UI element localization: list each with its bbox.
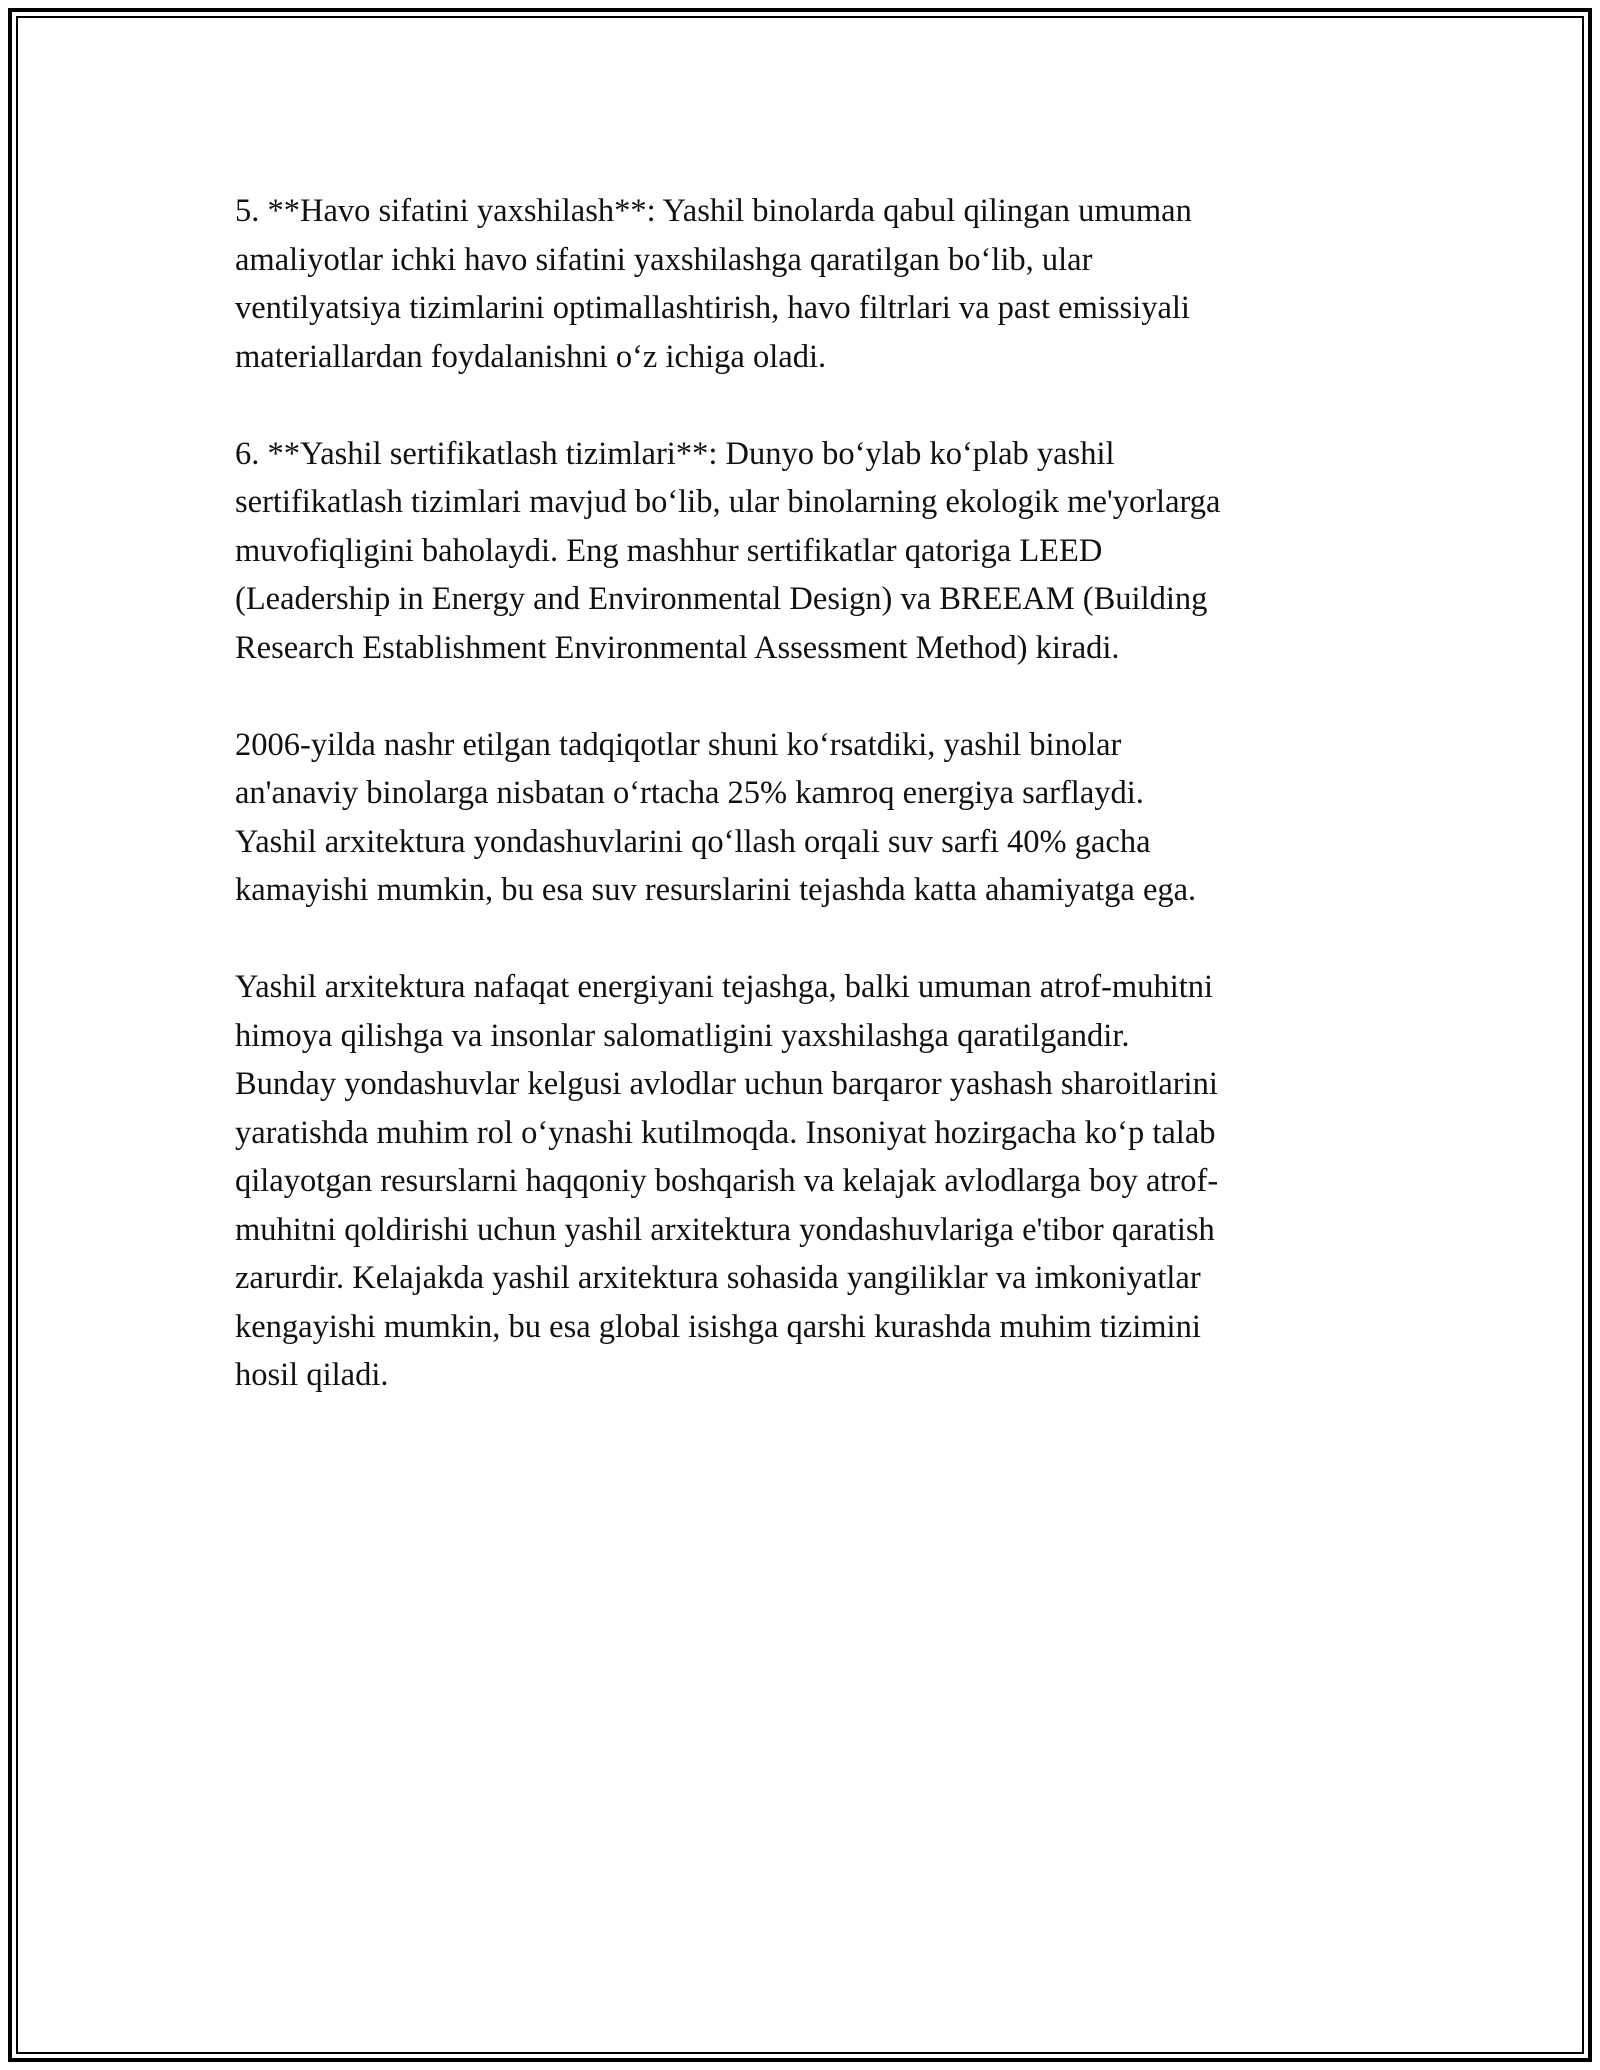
text-line: ventilyatsiya tizimlarini optimallashtirish, havo filtrlari va past emissiyali xyxy=(235,290,1190,326)
text-line: zarurdir. Kelajakda yashil arxitektura sohasida yangiliklar va imkoniyatlar xyxy=(235,1260,1201,1296)
text-line: hosil qiladi. xyxy=(235,1357,389,1393)
text-line: kamayishi mumkin, bu esa suv resurslarini tejashda katta ahamiyatga ega. xyxy=(235,872,1197,908)
text-line: Research Establishment Environmental Assessment Method) kiradi. xyxy=(235,629,1120,666)
text-line: Bunday yondashuvlar kelgusi avlodlar uchun barqaror yashash sharoitlarini xyxy=(235,1066,1218,1102)
text-line: 6. **Yashil sertifikatlash tizimlari**: Dunyo bo‘ylab ko‘plab yashil xyxy=(235,435,1115,472)
text-line: kengayishi mumkin, bu esa global isishga qarshi kurashda muhim tizimini xyxy=(235,1308,1201,1345)
text-line: Yashil arxitektura nafaqat energiyani tejashga, balki umuman atrof-muhitni xyxy=(235,969,1214,1005)
document-body xyxy=(235,187,1370,1448)
text-line: himoya qilishga va insonlar salomatligini yaxshilashga qaratilgandir. xyxy=(235,1017,1130,1054)
text-line: materiallardan foydalanishni o‘z ichiga oladi. xyxy=(235,338,827,375)
paragraph-certification xyxy=(235,430,1370,673)
text-line: sertifikatlash tizimlari mavjud bo‘lib, ular binolarning ekologik me'yorlarga xyxy=(235,484,1221,520)
text-line: Yashil arxitektura yondashuvlarini qo‘llash orqali suv sarfi 40% gacha xyxy=(235,823,1151,860)
text-line: 2006-yilda nashr etilgan tadqiqotlar shuni ko‘rsatdiki, yashil binolar xyxy=(235,726,1122,763)
text-line: 5. **Havo sifatini yaxshilash**: Yashil binolarda qabul qilingan umuman xyxy=(235,193,1192,229)
text-line: muvofiqligini baholaydi. Eng mashhur sertifikatlar qatoriga LEED xyxy=(235,532,1103,569)
text-line: an'anaviy binolarga nisbatan o‘rtacha 25% kamroq energiya sarflaydi. xyxy=(235,775,1144,811)
paragraph-conclusion xyxy=(235,963,1370,1400)
text-line: muhitni qoldirishi uchun yashil arxitektura yondashuvlariga e'tibor qaratish xyxy=(235,1211,1215,1248)
paragraph-research-2006 xyxy=(235,721,1370,915)
text-line: amaliyotlar ichki havo sifatini yaxshilashga qaratilgan bo‘lib, ular xyxy=(235,241,1093,278)
text-line: qilayotgan resurslarni haqqoniy boshqarish va kelajak avlodlarga boy atrof- xyxy=(235,1163,1219,1199)
paragraph-air-quality xyxy=(235,187,1370,381)
text-line: (Leadership in Energy and Environmental Design) va BREEAM (Building xyxy=(235,581,1208,617)
text-line: yaratishda muhim rol o‘ynashi kutilmoqda. Insoniyat hozirgacha ko‘p talab xyxy=(235,1114,1216,1151)
